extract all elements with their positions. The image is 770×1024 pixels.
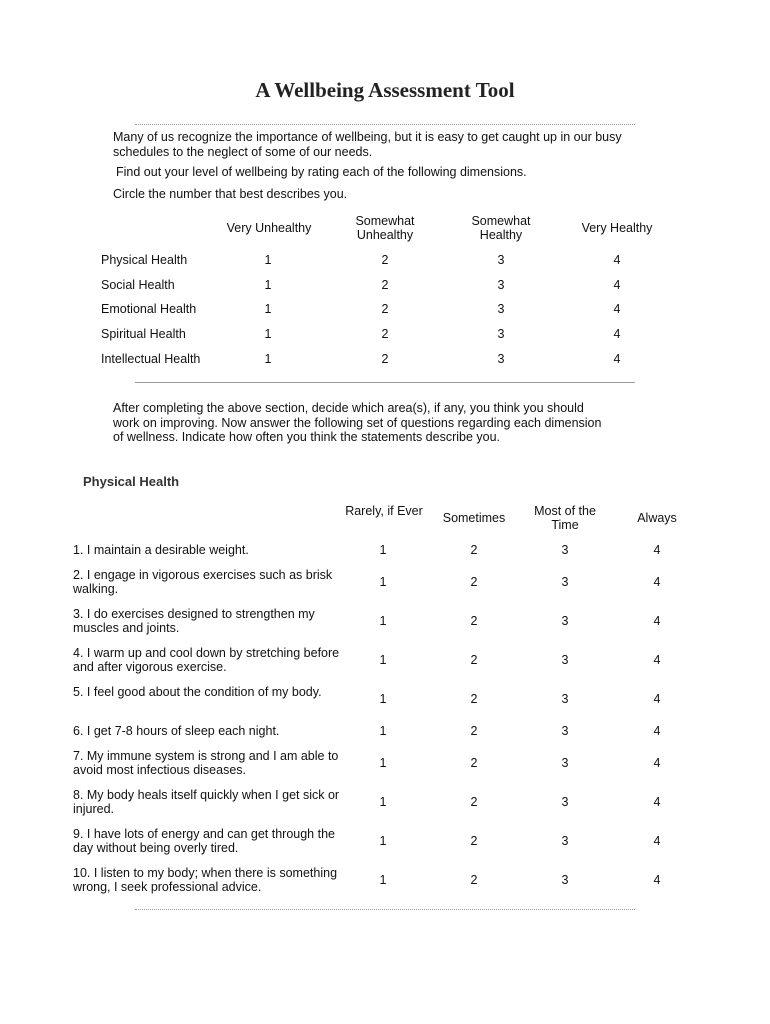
answer-1[interactable]: 1 <box>379 724 387 738</box>
answer-4[interactable]: 4 <box>653 756 661 770</box>
answer-4[interactable]: 4 <box>653 795 661 809</box>
answer-1[interactable]: 1 <box>379 873 387 887</box>
answer-1[interactable]: 1 <box>379 543 387 557</box>
rating-1[interactable]: 1 <box>264 327 272 341</box>
answer-4[interactable]: 4 <box>653 575 661 589</box>
question-text: 8. My body heals itself quickly when I get sick or injured. <box>73 788 340 816</box>
answer-3[interactable]: 3 <box>561 575 569 589</box>
answer-4[interactable]: 4 <box>653 692 661 706</box>
answer-4[interactable]: 4 <box>653 724 661 738</box>
dimension-label: Social Health <box>101 278 175 292</box>
rating-1[interactable]: 1 <box>264 253 272 267</box>
answer-2[interactable]: 2 <box>470 575 478 589</box>
rating-3[interactable]: 3 <box>497 253 505 267</box>
dimension-label: Emotional Health <box>101 302 197 316</box>
dim-header-somewhat-healthy: Somewhat Healthy <box>471 214 531 242</box>
q-header-rarely: Rarely, if Ever <box>345 504 423 518</box>
rating-3[interactable]: 3 <box>497 302 505 316</box>
answer-3[interactable]: 3 <box>561 614 569 628</box>
after-instructions: After completing the above section, decide which area(s), if any, you think you should work on improving. Now answer the following set of questions regarding each dimension of wellness. Indicate how often you think the statements describe you. <box>113 401 602 444</box>
question-text: 1. I maintain a desirable weight. <box>73 543 249 557</box>
dim-header-very-unhealthy: Very Unhealthy <box>226 221 312 235</box>
answer-2[interactable]: 2 <box>470 795 478 809</box>
answer-2[interactable]: 2 <box>470 724 478 738</box>
dim-header-very-healthy: Very Healthy <box>581 221 653 235</box>
intro-paragraph: Many of us recognize the importance of wellbeing, but it is easy to get caught up in our busy schedules to the neglect of some of our needs. <box>113 130 622 159</box>
answer-3[interactable]: 3 <box>561 543 569 557</box>
rating-3[interactable]: 3 <box>497 327 505 341</box>
q-header-sometimes: Sometimes <box>442 511 506 525</box>
answer-2[interactable]: 2 <box>470 543 478 557</box>
answer-3[interactable]: 3 <box>561 834 569 848</box>
rating-4[interactable]: 4 <box>613 327 621 341</box>
answer-2[interactable]: 2 <box>470 614 478 628</box>
answer-4[interactable]: 4 <box>653 543 661 557</box>
rating-2[interactable]: 2 <box>381 327 389 341</box>
answer-1[interactable]: 1 <box>379 614 387 628</box>
answer-1[interactable]: 1 <box>379 756 387 770</box>
answer-2[interactable]: 2 <box>470 756 478 770</box>
answer-2[interactable]: 2 <box>470 834 478 848</box>
question-text: 3. I do exercises designed to strengthen my muscles and joints. <box>73 607 315 635</box>
answer-1[interactable]: 1 <box>379 834 387 848</box>
answer-2[interactable]: 2 <box>470 873 478 887</box>
divider-middle <box>135 382 635 383</box>
rating-2[interactable]: 2 <box>381 352 389 366</box>
answer-3[interactable]: 3 <box>561 873 569 887</box>
rating-2[interactable]: 2 <box>381 278 389 292</box>
rating-1[interactable]: 1 <box>264 352 272 366</box>
divider-bottom <box>135 909 635 910</box>
answer-3[interactable]: 3 <box>561 653 569 667</box>
answer-4[interactable]: 4 <box>653 834 661 848</box>
answer-1[interactable]: 1 <box>379 692 387 706</box>
answer-3[interactable]: 3 <box>561 795 569 809</box>
question-text: 5. I feel good about the condition of my body. <box>73 685 322 699</box>
page-title: A Wellbeing Assessment Tool <box>255 78 515 102</box>
rating-2[interactable]: 2 <box>381 302 389 316</box>
question-text: 10. I listen to my body; when there is something wrong, I seek professional advice. <box>73 866 338 894</box>
dimension-label: Physical Health <box>101 253 188 267</box>
answer-4[interactable]: 4 <box>653 873 661 887</box>
divider-top <box>135 124 635 125</box>
rating-2[interactable]: 2 <box>381 253 389 267</box>
rating-1[interactable]: 1 <box>264 278 272 292</box>
rating-3[interactable]: 3 <box>497 352 505 366</box>
dim-header-somewhat-unhealthy: Somewhat Unhealthy <box>355 214 415 242</box>
answer-3[interactable]: 3 <box>561 692 569 706</box>
rating-1[interactable]: 1 <box>264 302 272 316</box>
rating-4[interactable]: 4 <box>613 302 621 316</box>
answer-3[interactable]: 3 <box>561 756 569 770</box>
question-text: 7. My immune system is strong and I am able to avoid most infectious diseases. <box>73 749 339 777</box>
intro-instruction: Find out your level of wellbeing by rating each of the following dimensions. <box>116 165 527 179</box>
answer-4[interactable]: 4 <box>653 653 661 667</box>
q-header-most-of-time: Most of the Time <box>534 504 596 532</box>
answer-2[interactable]: 2 <box>470 692 478 706</box>
answer-1[interactable]: 1 <box>379 653 387 667</box>
answer-2[interactable]: 2 <box>470 653 478 667</box>
question-text: 4. I warm up and cool down by stretching before and after vigorous exercise. <box>73 646 340 674</box>
rating-4[interactable]: 4 <box>613 278 621 292</box>
rating-4[interactable]: 4 <box>613 253 621 267</box>
question-text: 2. I engage in vigorous exercises such as brisk walking. <box>73 568 333 596</box>
question-text: 6. I get 7-8 hours of sleep each night. <box>73 724 280 738</box>
rating-4[interactable]: 4 <box>613 352 621 366</box>
question-text: 9. I have lots of energy and can get through the day without being overly tired. <box>73 827 335 855</box>
answer-1[interactable]: 1 <box>379 795 387 809</box>
section-heading-physical-health: Physical Health <box>83 474 180 489</box>
dimension-label: Intellectual Health <box>101 352 201 366</box>
dimension-label: Spiritual Health <box>101 327 186 341</box>
answer-1[interactable]: 1 <box>379 575 387 589</box>
q-header-always: Always <box>637 511 677 525</box>
rating-3[interactable]: 3 <box>497 278 505 292</box>
answer-4[interactable]: 4 <box>653 614 661 628</box>
answer-3[interactable]: 3 <box>561 724 569 738</box>
intro-circle-instruction: Circle the number that best describes you. <box>113 187 348 201</box>
